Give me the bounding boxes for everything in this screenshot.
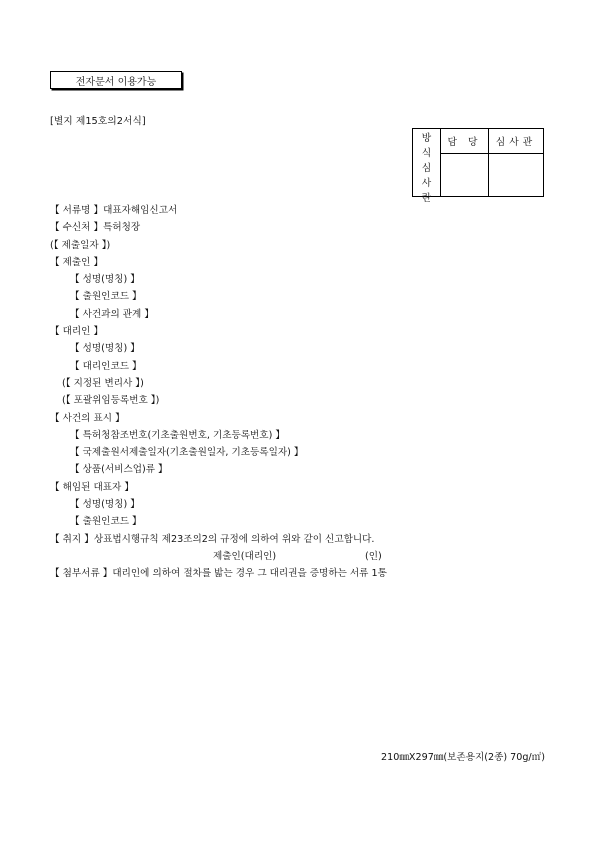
vlabel-char: 식 [421,148,432,159]
approval-col-examiner [489,129,543,196]
agent-heading: 【 대리인 】 [50,326,104,338]
vlabel-char: 사 [421,178,432,189]
badge-label: 전자문서 이용가능 [75,76,157,88]
approval-vertical-label [413,129,441,204]
approval-col-staff-header: 담 당 [441,129,488,154]
approval-col-staff [441,129,489,196]
submitter-name-line: 【 성명(명칭) 】 [70,274,140,286]
case-heading: 【 사건의 표시 】 [50,412,125,424]
dismissed-heading: 【 해임된 대표자 】 [50,481,134,493]
approval-col-examiner-header: 심사관 [489,129,543,154]
vlabel-char: 방 [421,133,432,144]
dismissed-code-line: 【 출원인코드 】 [70,516,142,528]
vlabel-char: 란 [421,193,432,204]
submitter-relation-line: 【 사건과의 관계 】 [70,308,154,320]
approval-box [412,128,544,204]
submitter-heading: 【 제출인 】 [50,256,104,268]
recipient-line: 【 수신처 】특허청장 [50,222,141,234]
case-goods-line: 【 상품(서비스업)류 】 [70,464,168,476]
electronic-document-badge [50,71,182,89]
signature-line [50,548,550,565]
case-intl-line: 【 국제출원서제출일자(기초출원일자, 기초등록일자) 】 [70,447,304,459]
purpose-line: 【 취지 】상표법시행규칙 제23조의2의 규정에 의하여 위와 같이 신고합니다. [50,533,375,545]
seal-label: (인) [365,550,382,562]
agent-code-line: 【 대리인코드 】 [70,360,142,372]
form-number: [별지 제15호의2서식] [50,116,146,127]
case-number-line: 【 특허청참조번호(기초출원번호, 기초등록번호) 】 [70,429,285,441]
agent-name-line: 【 성명(명칭) 】 [70,343,140,355]
paper-spec-footer: 210㎜X297㎜(보존용지(2종) 70g/㎡) [381,752,545,763]
vlabel-char: 심 [421,163,432,174]
submit-date-line: (【 제출일자 】) [50,239,111,251]
attachment-line: 【 첨부서류 】대리인에 의하여 절차를 밟는 경우 그 대리권을 증명하는 서류 1통 [50,568,387,580]
signer-label: 제출인(대리인) [213,550,277,562]
form-body [50,202,550,583]
dismissed-name-line: 【 성명(명칭) 】 [70,499,140,511]
doc-name-line: 【 서류명 】대표자해임신고서 [50,205,178,216]
submitter-code-line: 【 출원인코드 】 [70,291,142,303]
agent-attorney-line: (【 지정된 변리사 】) [62,377,144,389]
agent-general-line: (【 포괄위임등록번호 】) [62,395,160,407]
